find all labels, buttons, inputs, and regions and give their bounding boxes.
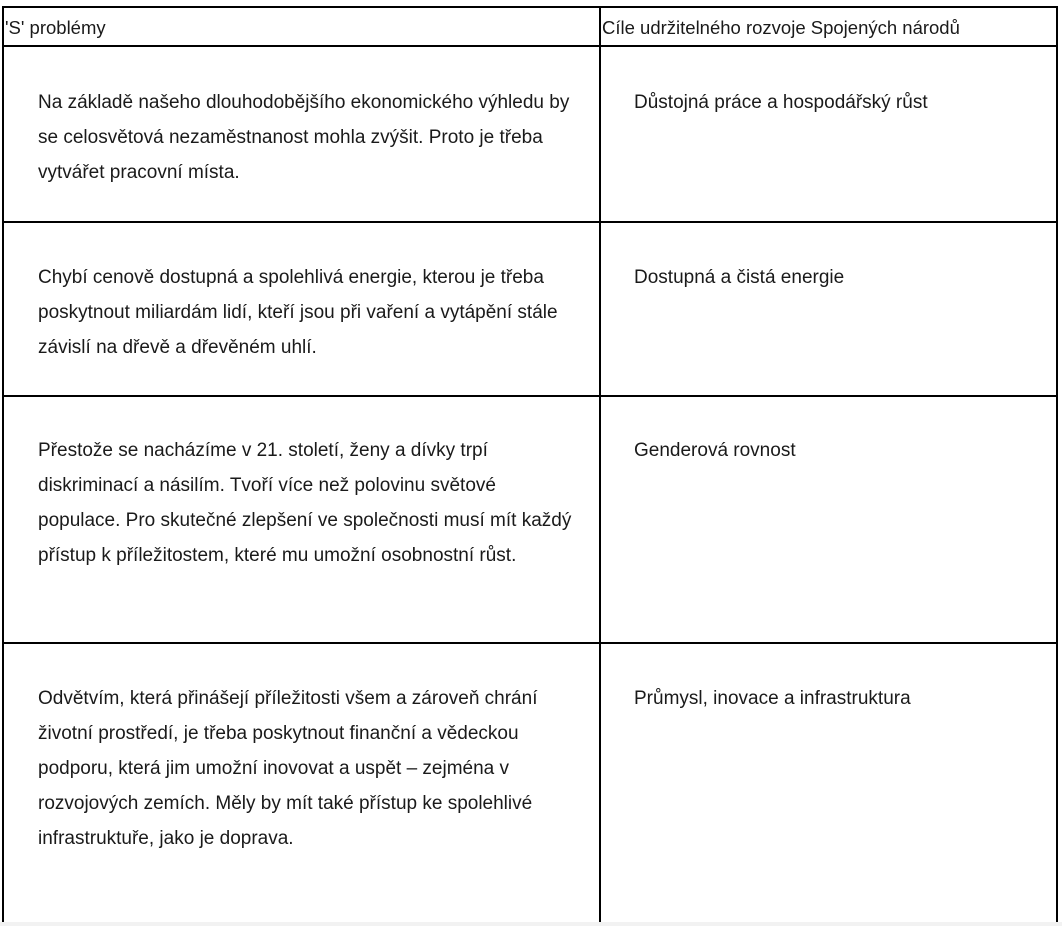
goal-cell: Genderová rovnost <box>634 440 796 461</box>
header-row <box>4 8 1056 47</box>
table-row <box>4 223 1056 397</box>
sdg-problems-table <box>2 6 1058 926</box>
table-row <box>4 644 1056 928</box>
goal-cell: Průmysl, inovace a infrastruktura <box>634 688 911 709</box>
problem-cell: Chybí cenově dostupná a spolehlivá energie, kterou je třeba poskytnout miliardám lidí, kteří jsou při vaření a vytápění stále závislí na dřevě a dřevěném uhlí. <box>38 267 558 358</box>
goal-cell: Dostupná a čistá energie <box>634 267 845 288</box>
problem-cell: Přestože se nacházíme v 21. století, ženy a dívky trpí diskriminací a násilím. Tvoří více než polovinu světové populace. Pro skutečné zlepšení ve společnosti musí mít každý přístup k příležitostem, které mu umožní osobnostní růst. <box>38 440 572 566</box>
header-problems: 'S' problémy <box>5 17 106 38</box>
page-bottom-edge <box>0 922 1062 926</box>
table-row <box>4 397 1056 644</box>
header-goals: Cíle udržitelného rozvoje Spojených národů <box>602 17 960 38</box>
problem-cell: Na základě našeho dlouhodobějšího ekonomického výhledu by se celosvětová nezaměstnanost mohla zvýšit. Proto je třeba vytvářet pracovní místa. <box>38 92 570 183</box>
table-row <box>4 47 1056 223</box>
goal-cell: Důstojná práce a hospodářský růst <box>634 92 928 113</box>
problem-cell: Odvětvím, která přinášejí příležitosti všem a zároveň chrání životní prostředí, je třeba poskytnout finanční a vědeckou podporu, která jim umožní inovovat a uspět – zejména v rozvojových zemích. Měly by mít také přístup ke spolehlivé infrastruktuře, jako je doprava. <box>38 688 538 849</box>
